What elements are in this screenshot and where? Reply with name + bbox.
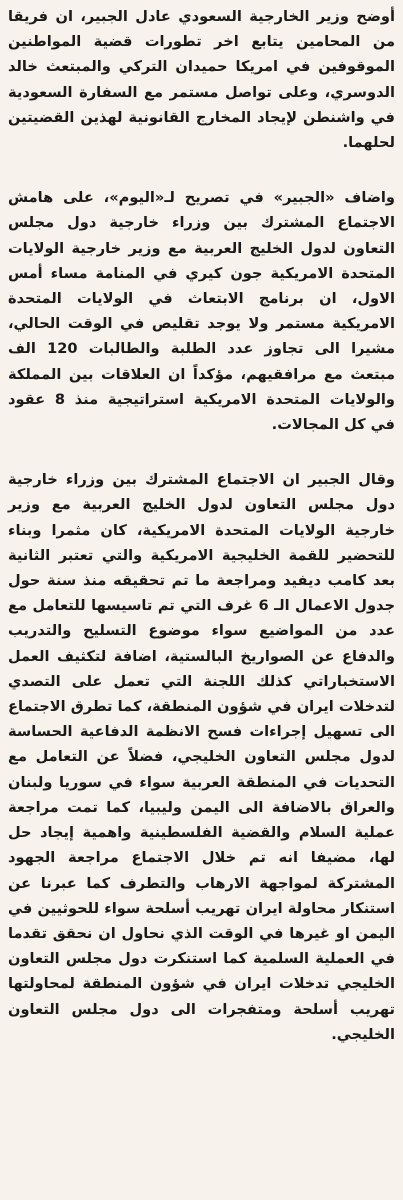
paragraph-1: أوضح وزير الخارجية السعودي عادل الجبير، ان فريقا من المحامين يتابع اخر تطورات قضية المواطنين الموقوفين في امريكا حميدان التركي والمبتعث خالد الدوسري، وعلى تواصل مستمر مع السفارة السعودية في واشنطن لإيجاد المخارج القانونية لهذين القضيتين لحلهما. [8, 8, 395, 152]
paragraph-3: وقال الجبير ان الاجتماع المشترك بين وزراء خارجية دول مجلس التعاون لدول الخليج العربية مع وزير خارجية الولايات المتحدة الامريكية، كان مثمرا وبناء للتحضير للقمة الخليجية الامريكية والتي تعتبر الثانية بعد كامب ديفيد ومراجعة ما تم تحقيقه منذ سنة حول جدول الاعمال الـ 6 غرف التي تم تاسيسها للتعامل مع عدد من المواضيع سواء موضوع التسليح والتدريب والدفاع عن الصواريخ البالستية، اضافة لتكثيف العمل الاستخباراتي كذلك اللجنة التي تعمل على التصدي لتدخلات ايران في شؤون المنطقة، كما تطرق الاجتماع الى تسهيل إجراءات فسح الانظمة الدفاعية الحساسة لدول مجلس التعاون الخليجي، فضلاً عن التعامل مع التحديات في المنطقة العربية سواء في سوريا ولبنان والعراق بالاضافة الى اليمن وليبيا، كما تمت مراجعة عملية السلام والقضية الفلسطينية واهمية إيجاد حل لها، مضيفا انه تم خلال الاجتماع مراجعة الجهود المشتركة لمواجهة الارهاب والتطرف كما عبرنا عن استنكار محاولة ايران تهريب أسلحة سواء للحوثيين في اليمن او غيرها في الوقت الذي نحاول ان نحقق تقدما في العملية السلمية كما استنكرت دول مجلس التعاون الخليجي تدخلات ايران في شؤون المنطقة لمحاولتها تهريب أسلحة ومتفجرات الى دول مجلس التعاون الخليجي. [8, 471, 395, 1043]
paragraph-2: واضاف «الجبير» في تصريح لـ«اليوم»، على هامش الاجتماع المشترك بين وزراء خارجية دول مجلس التعاون لدول الخليج العربية مع وزير خارجية الولايات المتحدة الامريكية جون كيري في المنامة مساء أمس الاول، ان برنامج الابتعاث في الولايات المتحدة الامريكية مستمر ولا يوجد تقليص في الوقت الحالي، مشيرا الى تجاوز عدد الطلبة والطالبات 120 الف مبتعث مع مرافقيهم، مؤكداً ان العلاقات بين المملكة والولايات المتحدة الامريكية استراتيجية منذ 8 عقود في كل المجالات. [8, 189, 396, 434]
